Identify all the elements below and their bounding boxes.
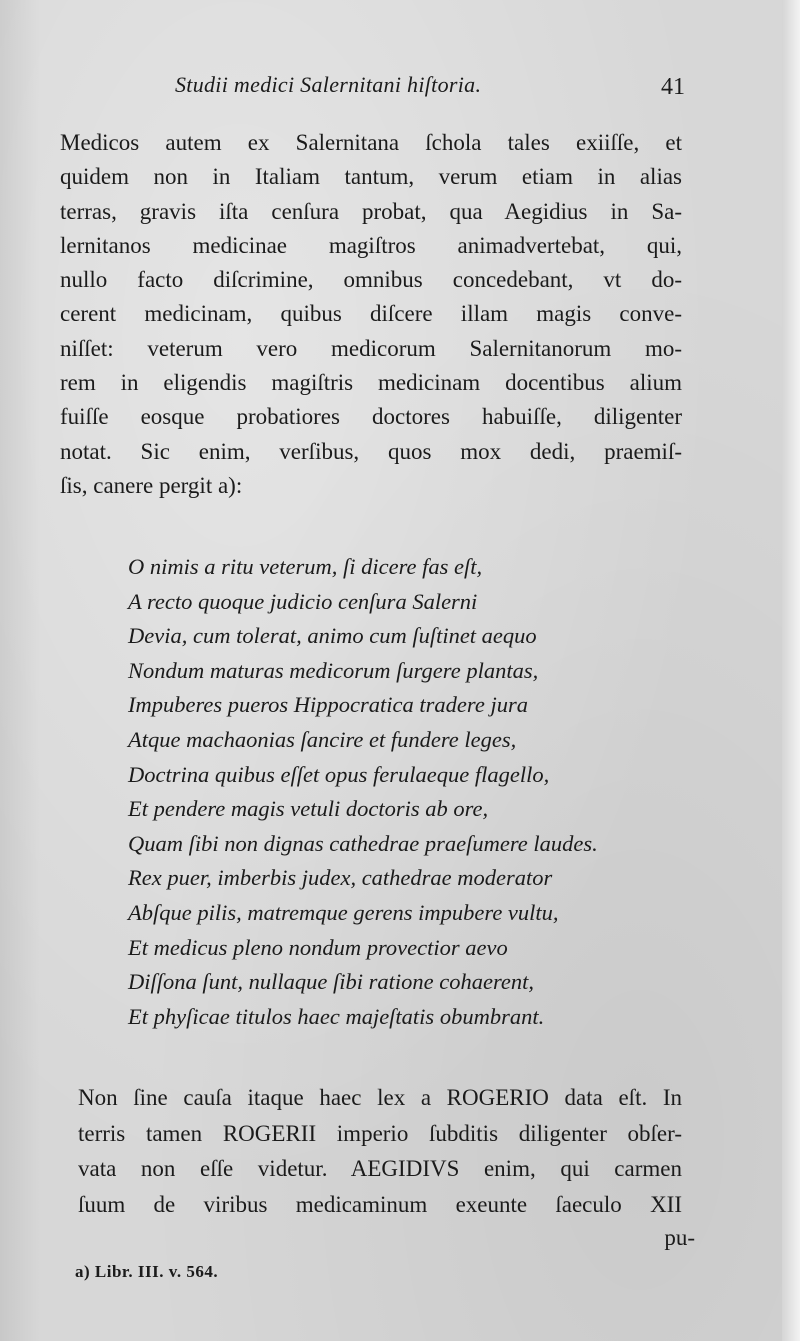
- verse-line: Impuberes pueros Hippocratica tradere jura: [128, 692, 528, 718]
- verse-quotation: [128, 550, 668, 1034]
- verse-line: Rex puer, imberbis judex, cathedrae moderator: [128, 865, 553, 891]
- verse-line: Abſque pilis, matremque gerens impubere vultu,: [128, 899, 559, 925]
- verse-line: Diſſona ſunt, nullaque ſibi ratione cohaerent,: [128, 969, 534, 995]
- page-edge: [782, 0, 800, 1341]
- text-line: nullo facto diſcrimine, omnibus concedebant, vt do-: [60, 267, 682, 293]
- verse-line: A recto quoque judicio cenſura Salerni: [128, 588, 478, 614]
- text-line: niſſet: veterum vero medicorum Salernitanorum mo-: [60, 335, 682, 361]
- text-line: lernitanos medicinae magiſtros animadvertebat, qui,: [60, 232, 682, 258]
- text-line: fuiſſe eosque probatiores doctores habuiſſe, diligenter: [60, 404, 682, 430]
- text-line: rem in eligendis magiſtris medicinam docentibus alium: [60, 370, 682, 396]
- verse-line: Et pendere magis vetuli doctoris ab ore,: [128, 796, 489, 822]
- text-line: ſuum de viribus medicaminum exeunte ſaeculo XII: [78, 1191, 682, 1217]
- verse-line: Et medicus pleno nondum provectior aevo: [128, 934, 508, 960]
- footnote: a) Libr. III. v. 564.: [75, 1262, 219, 1281]
- verse-line: Et phyſicae titulos haec majeſtatis obumbrant.: [128, 1003, 545, 1029]
- verse-line: O nimis a ritu veterum, ſi dicere fas eſt,: [128, 554, 483, 579]
- paragraph-1: [60, 126, 682, 503]
- text-line: notat. Sic enim, verſibus, quos mox dedi, praemiſ-: [60, 438, 682, 464]
- verse-line: Devia, cum tolerat, animo cum ſuſtinet aequo: [128, 623, 537, 649]
- text-line: terris tamen ROGERII imperio ſubditis diligenter obſer-: [78, 1120, 682, 1146]
- text-line: terras, gravis iſta cenſura probat, qua Aegidius in Sa-: [60, 198, 682, 224]
- verse-line: Doctrina quibus eſſet opus ferulaeque flagello,: [128, 761, 550, 787]
- paragraph-2: [78, 1080, 682, 1222]
- verse-line: Nondum maturas medicorum ſurgere plantas,: [128, 657, 539, 683]
- page-header: [60, 70, 685, 104]
- text-line: Medicos autem ex Salernitana ſchola tales exiiſſe, et: [60, 130, 682, 155]
- verse-line: Atque machaonias ſancire et fundere leges,: [128, 726, 517, 752]
- text-line: vata non eſſe videtur. AEGIDIVS enim, qui carmen: [78, 1156, 682, 1181]
- text-line: Non ſine cauſa itaque haec lex a ROGERIO data eſt. In: [78, 1085, 682, 1110]
- page-shadow: [0, 0, 40, 1341]
- running-title: Studii medici Salernitani hiſtoria.: [175, 72, 482, 97]
- text-line: quidem non in Italiam tantum, verum etiam in alias: [60, 164, 682, 190]
- text-line: cerent medicinam, quibus diſcere illam magis conve-: [60, 301, 682, 327]
- verse-line: Quam ſibi non dignas cathedrae praeſumere laudes.: [128, 830, 598, 856]
- text-line: ſis, canere pergit a):: [60, 472, 243, 498]
- page-number: 41: [661, 74, 685, 100]
- catchword: pu-: [664, 1225, 695, 1250]
